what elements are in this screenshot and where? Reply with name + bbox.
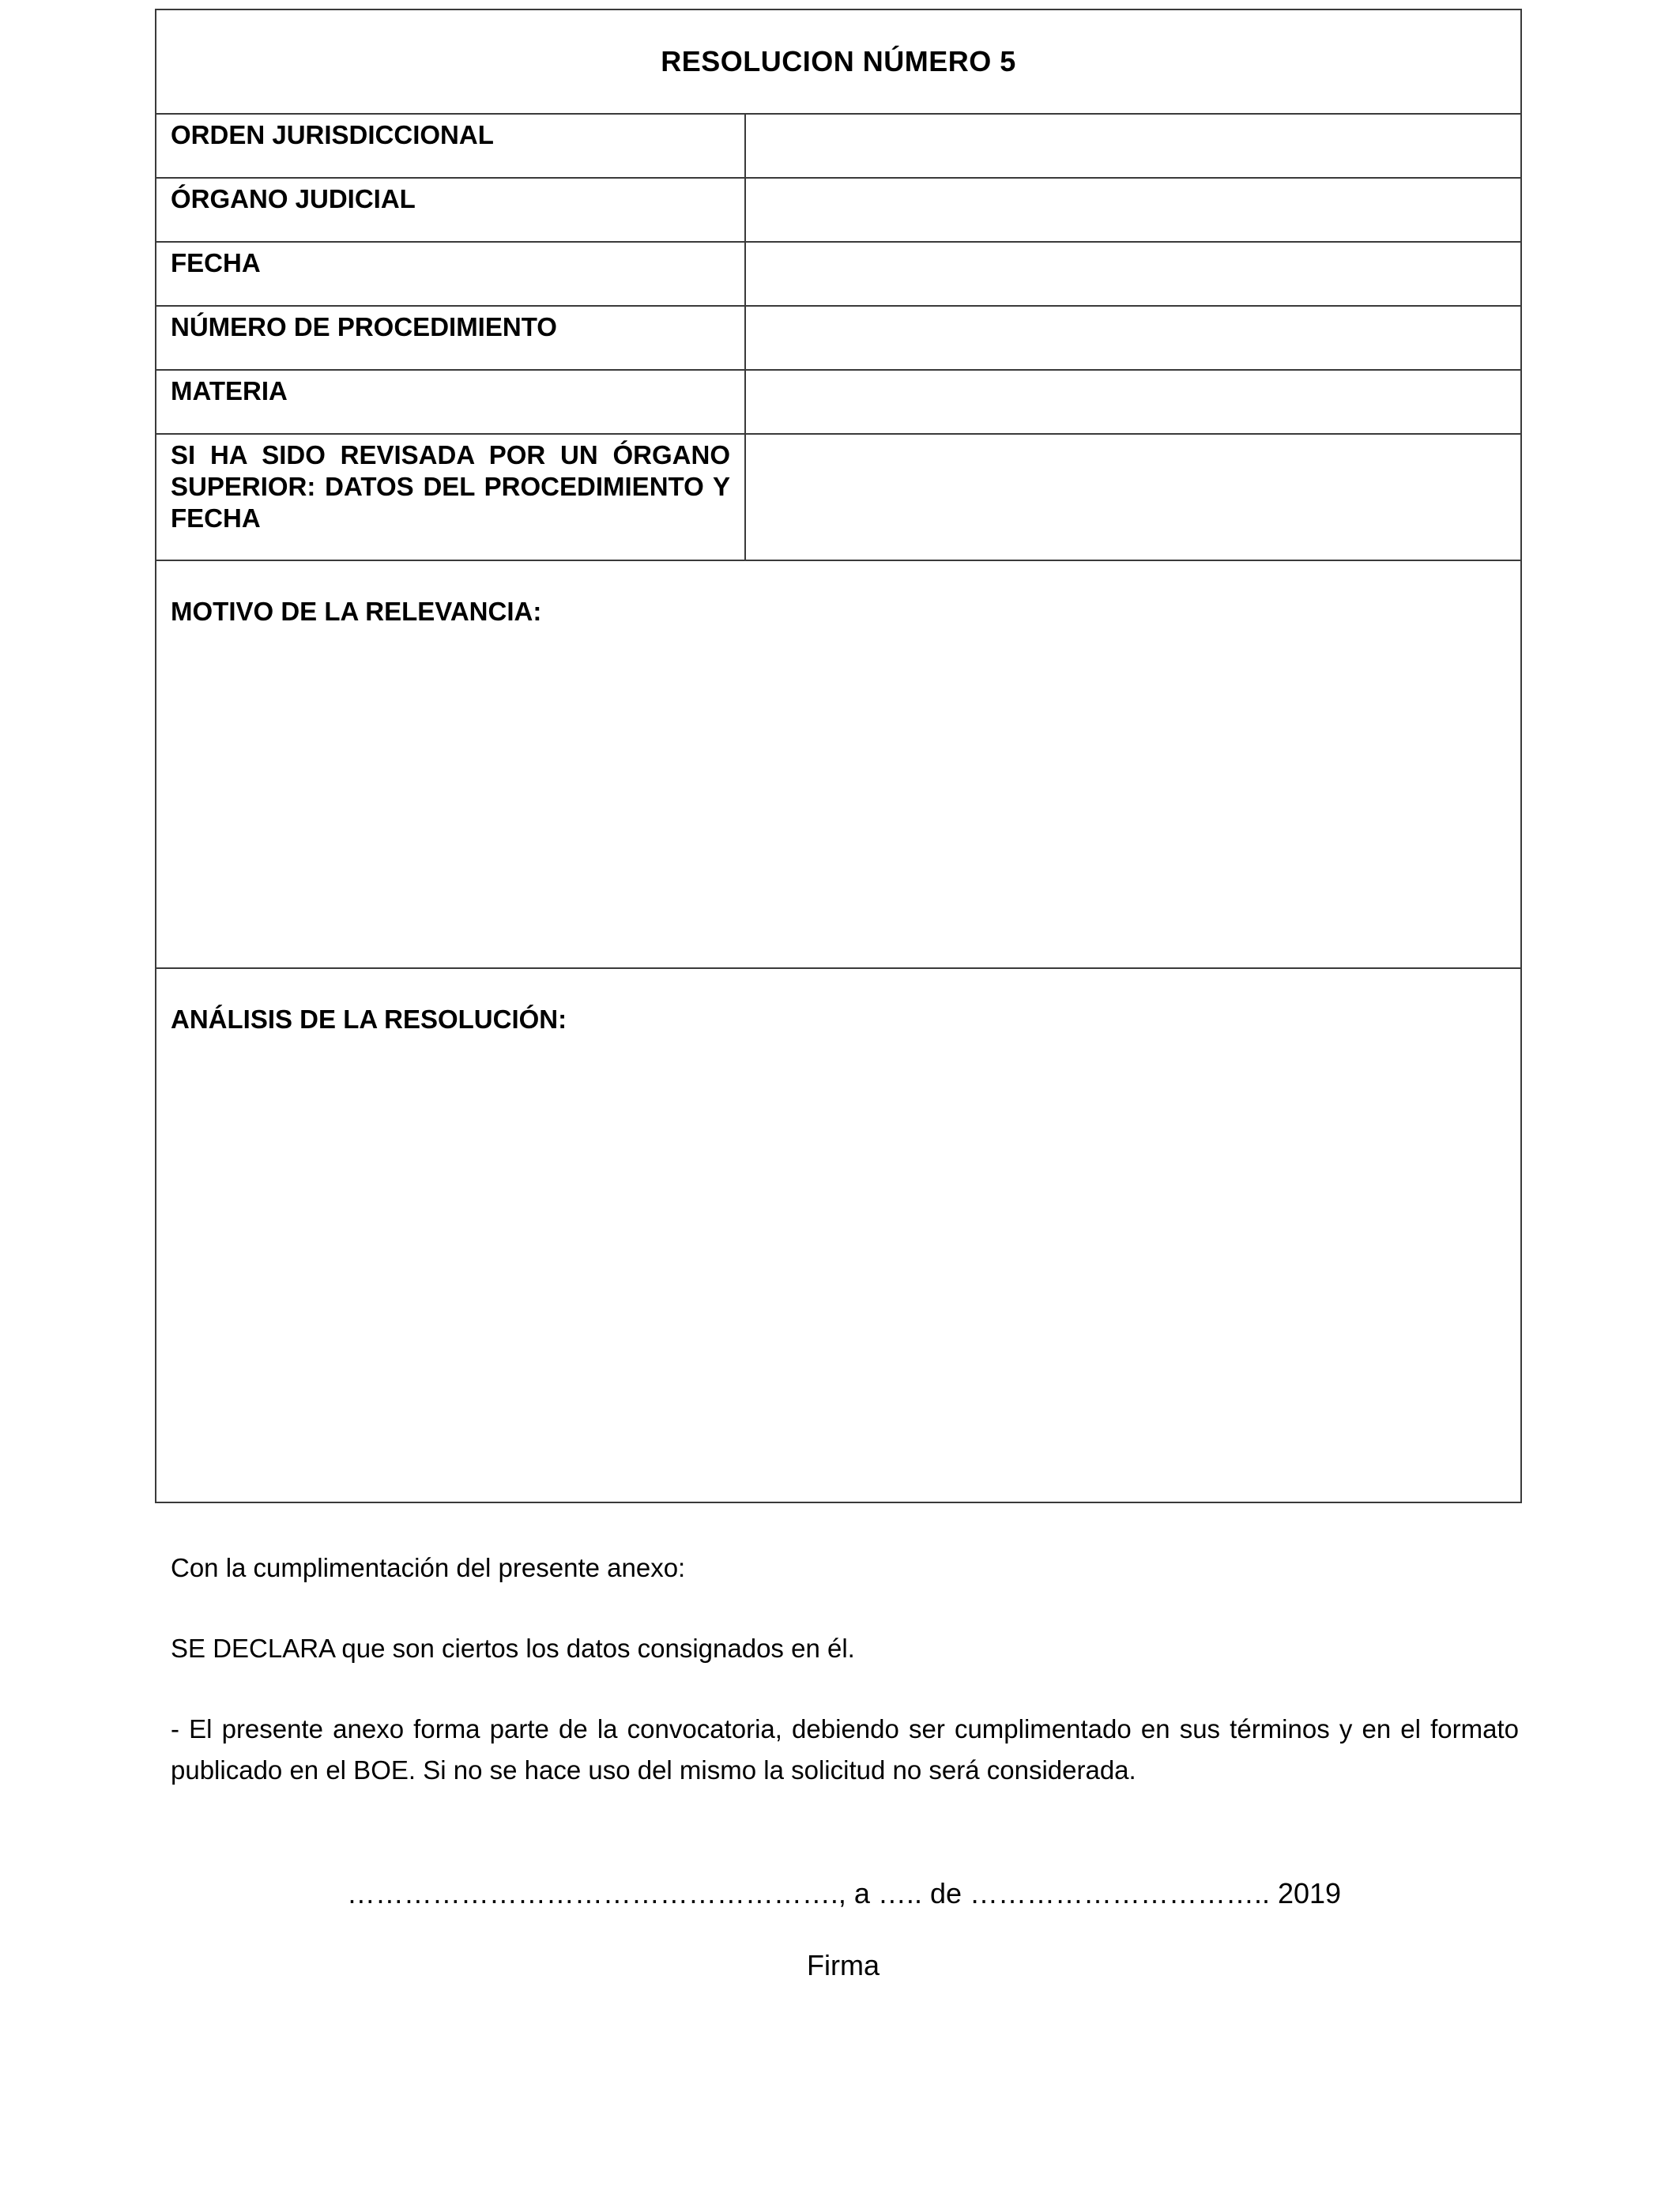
field-value-orden-jurisdiccional[interactable] [746, 115, 1520, 177]
field-value-numero-procedimiento[interactable] [746, 307, 1520, 369]
form-title: RESOLUCION NÚMERO 5 [661, 45, 1016, 77]
field-row-organo-judicial [156, 179, 1520, 243]
field-row-revision-superior [156, 435, 1520, 561]
analisis-resolucion-label: ANÁLISIS DE LA RESOLUCIÓN: [171, 1005, 567, 1034]
field-row-orden-jurisdiccional [156, 115, 1520, 179]
field-label-fecha: FECHA [156, 243, 746, 305]
field-value-fecha[interactable] [746, 243, 1520, 305]
field-value-materia[interactable] [746, 371, 1520, 433]
field-row-fecha [156, 243, 1520, 307]
field-row-materia [156, 371, 1520, 435]
field-label-orden-jurisdiccional: ORDEN JURISDICCIONAL [156, 115, 746, 177]
field-label-revision-superior: SI HA SIDO REVISADA POR UN ÓRGANO SUPERIOR: DATOS DEL PROCEDIMIENTO Y FECHA [156, 435, 746, 560]
notes-disclaimer: - El presente anexo forma parte de la convocatoria, debiendo ser cumplimentado en sus términos y en el formato publicado en el BOE. Si no se hace uso del mismo la solicitud no será considerada. [171, 1714, 1519, 1785]
field-value-organo-judicial[interactable] [746, 179, 1520, 241]
field-label-numero-procedimiento: NÚMERO DE PROCEDIMIENTO [156, 307, 746, 369]
notes-intro: Con la cumplimentación del presente anexo: [171, 1553, 686, 1582]
field-label-materia: MATERIA [156, 371, 746, 433]
motivo-relevancia-label: MOTIVO DE LA RELEVANCIA: [171, 597, 542, 626]
analisis-resolucion-section[interactable] [156, 969, 1520, 1502]
field-value-revision-superior[interactable] [746, 435, 1520, 560]
resolution-form [155, 9, 1522, 1503]
motivo-relevancia-section[interactable] [156, 561, 1520, 969]
form-title-row [156, 10, 1520, 115]
field-row-numero-procedimiento [156, 307, 1520, 371]
place-date-line: ……………………………………………., a ….. de ………………………….. 2019 [346, 1877, 1342, 1909]
field-label-organo-judicial: ÓRGANO JUDICIAL [156, 179, 746, 241]
annex-notes [171, 1547, 1519, 1830]
notes-declaration: SE DECLARA que son ciertos los datos consignados en él. [171, 1634, 855, 1663]
firma-label: Firma [807, 1949, 880, 1981]
